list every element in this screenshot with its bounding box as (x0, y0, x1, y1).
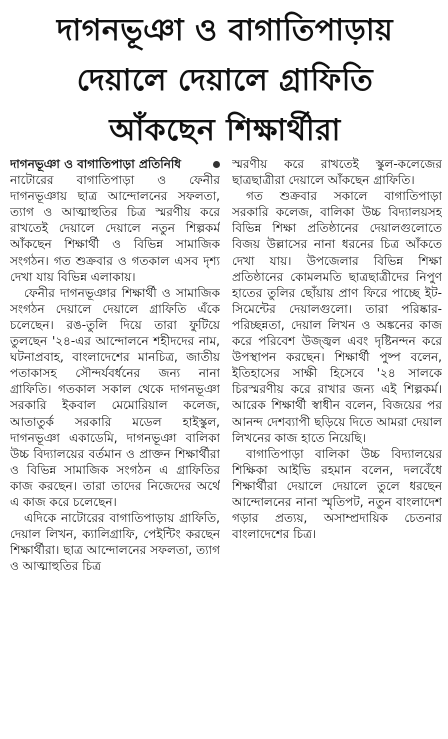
article-headline (10, 6, 440, 156)
article-column-1 (10, 156, 220, 739)
paragraph-1: নাটোরের বাগাতিপাড়া ও ফেনীর দাগনভূঞায় ছাত্র আন্দোলনের সফলতা, ত্যাগ ও আত্মাহুতির চিত্র স্মরণীয় করে রাখতেই দেয়ালে দেয়ালে নতুন শিল্পকর্ম আঁকছেন শিক্ষার্থী ও বিভিন্ন সামাজিক সংগঠন। গত শুক্রবার ও গতকাল এসব দৃশ্য দেখা যায় বিভিন্ন এলাকায়। (10, 173, 220, 284)
paragraph-2: ফেনীর দাগনভূঞার শিক্ষার্থী ও সামাজিক সংগঠন দেয়ালে দেয়ালে গ্রাফিতি এঁকে চলেছেন। রঙ-তুলি দিয়ে তারা ফুটিয়ে তুলছেন '২৪-এর আন্দোলনে শহীদদের নাম, ঘটনাপ্রবাহ, বাংলাদেশের মানচিত্র, জাতীয় পতাকাসহ সৌন্দর্যবর্ধনের জন্য নানা গ্রাফিতি। গতকাল সকাল থেকে দাগনভূঞা সরকারি ইকবাল মেমোরিয়াল কলেজ, আতাতুর্ক সরকারি মডেল হাইস্কুল, দাগনভূঞা একাডেমি, দাগনভূঞা বালিকা উচ্চ বিদ্যালয়ের বর্তমান ও প্রাক্তন শিক্ষার্থীরা ও বিভিন্ন সামাজিক সংগঠন এ গ্রাফিতির কাজ করছেন। তারা তাদের নিজেদের অর্থে এ কাজ করে চলেছেন। (10, 285, 220, 509)
paragraph-3: এদিকে নাটোরের বাগাতিপাড়ায় গ্রাফিতি, দেয়াল লিখন, ক্যালিগ্রাফি, পেইন্টিং করছেন শিক্ষার্থীরা। ছাত্র আন্দোলনের সফলতা, ত্যাগ ও আত্মাহুতির চিত্র (10, 511, 220, 574)
byline: দাগনভূঞা ও বাগাতিপাড়া প্রতিনিধি (10, 157, 182, 171)
article-column-2 (232, 156, 442, 739)
headline-line-3: আঁকছেন শিক্ষার্থীরা (109, 113, 341, 148)
paragraph-4: স্মরণীয় করে রাখতেই স্কুল-কলেজের ছাত্রছাত্রীরা দেয়ালে আঁকছেন গ্রাফিতি। (232, 157, 442, 188)
paragraph-5: গত শুক্রবার সকালে বাগাতিপাড়া সরকারি কলেজ, বালিকা উচ্চ বিদ্যালয়সহ বিভিন্ন শিক্ষা প্রতিষ্ঠানের দেয়ালগুলোতে বিজয় উল্লাসের নানা ধরনের চিত্র আঁকতে দেখা যায়। উপজেলার বিভিন্ন শিক্ষা প্রতিষ্ঠানের কোমলমতি ছাত্রছাত্রীদের নিপুণ হাতের তুলির ছোঁয়ায় প্রাণ ফিরে পাচ্ছে ইট-সিমেন্টের দেয়ালগুলো। তারা পরিষ্কার-পরিচ্ছন্নতা, দেয়াল লিখন ও অঙ্কনের কাজ করে পরিবেশ উজ্জ্বল এবং দৃষ্টিনন্দন করে উপস্থাপন করছেন। শিক্ষার্থী পুষ্প বলেন, ইতিহাসের সাক্ষী হিসেবে '২৪ সালকে চিরস্মরণীয় করে রাখার জন্য এই শিল্পকর্ম। আরেক শিক্ষার্থী স্বাধীন বলেন, বিজয়ের পর আনন্দ দেশব্যাপী ছড়িয়ে দিতে আমরা দেয়াল লিখনের কাজ হাতে নিয়েছি। (232, 189, 442, 445)
article-body (10, 156, 442, 739)
bullet-dot-icon (213, 161, 220, 168)
byline-row (10, 156, 220, 172)
headline-line-1: দাগনভূঞা ও বাগাতিপাড়ায় (56, 13, 394, 48)
headline-line-2: দেয়ালে দেয়ালে গ্রাফিতি (76, 63, 374, 98)
paragraph-6: বাগাতিপাড়া বালিকা উচ্চ বিদ্যালয়ের শিক্ষিকা আইভি রহমান বলেন, দলবেঁধে শিক্ষার্থীরা দেয়ালে দেয়ালে তুলে ধরছেন আন্দোলনের নানা স্মৃতিপট, নতুন বাংলাদেশ গড়ার প্রত্যয়, অসাম্প্রদায়িক চেতনার বাংলাদেশের চিত্র। (232, 446, 442, 542)
